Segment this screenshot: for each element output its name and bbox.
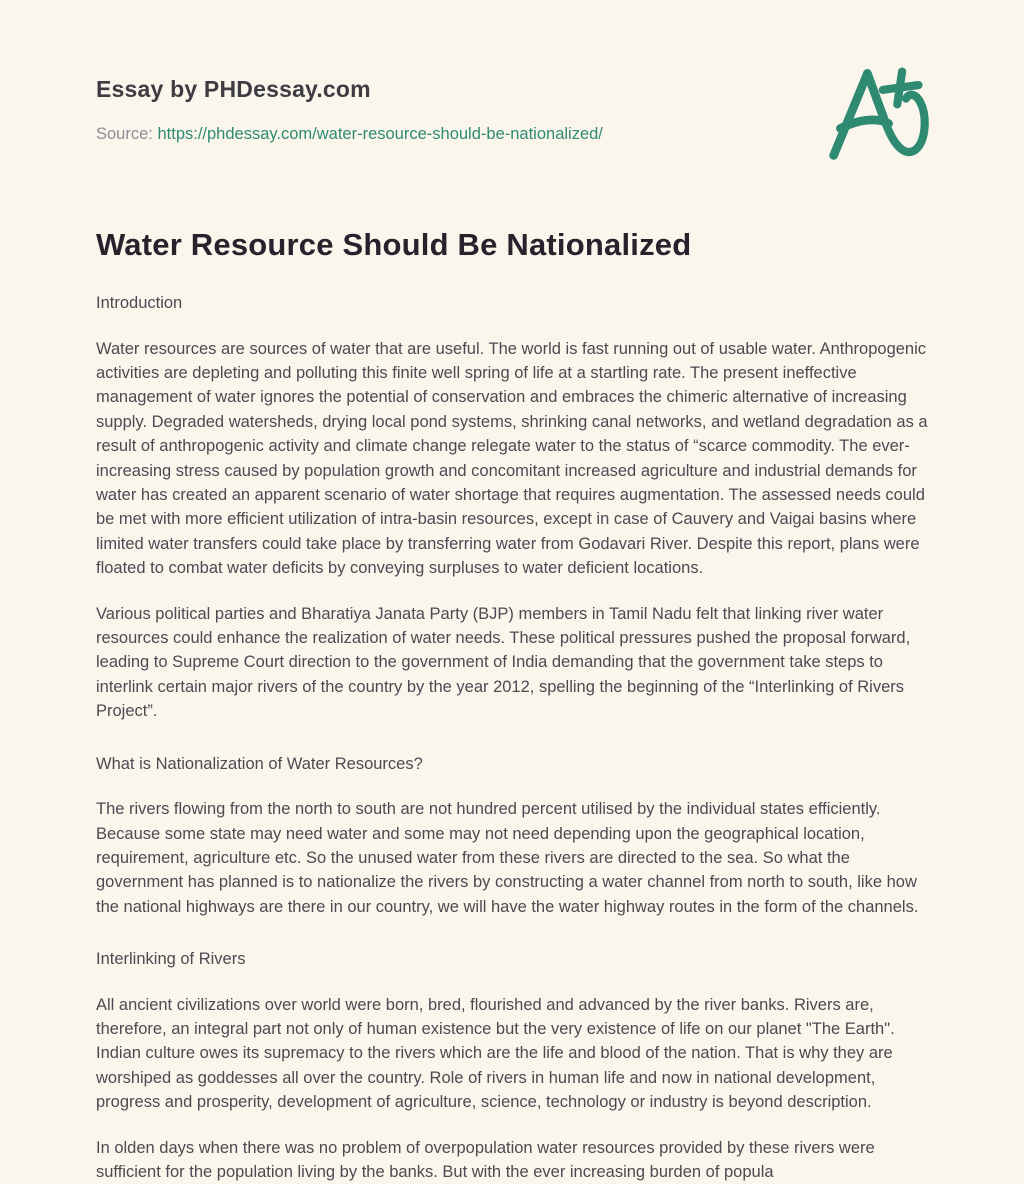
- paragraph: The rivers flowing from the north to south are not hundred percent utilised by the individual states efficiently. Because some state may need water and some may not need depending upon the geographical location, requirement, agriculture etc. So the unused water from these rivers are directed to the sea. So what the government has planned is to nationalize the rivers by constructing a water channel from north to south, like how the national highways are there in our country, we will have the water highway routes in the form of the channels.: [96, 800, 919, 916]
- essay-byline: Essay by PHDessay.com: [96, 76, 371, 102]
- paragraph: In olden days when there was no problem of overpopulation water resources provided by these rivers were sufficient for the population living by the banks. But with the ever increasing burden of popula: [96, 1138, 875, 1181]
- source-label: Source:: [96, 125, 153, 143]
- section-heading-introduction: Introduction: [96, 294, 183, 313]
- a-plus-logo-icon: [824, 153, 932, 170]
- essay-title: Water Resource Should Be Nationalized: [96, 227, 692, 262]
- paragraph: Various political parties and Bharatiya Janata Party (BJP) members in Tamil Nadu felt that linking river water resources could enhance the realization of water needs. These political pressures pushed the proposal forward, leading to Supreme Court direction to the government of India demanding that the government take steps to interlink certain major rivers of the country by the year 2012, spelling the beginning of the “Interlinking of Rivers Project”.: [96, 604, 911, 721]
- section-heading-interlinking-of-rivers: Interlinking of Rivers: [96, 950, 246, 969]
- section-heading-what-is-nationalization: What is Nationalization of Water Resources?: [96, 754, 423, 773]
- page-header: [96, 76, 928, 144]
- phdessay-logo: [824, 60, 932, 166]
- essay-body: [96, 226, 928, 1184]
- paragraph: All ancient civilizations over world were born, bred, flourished and advanced by the river banks. Rivers are, therefore, an integral part not only of human existence but the very existence of life on our planet "The Earth". Indian culture owes its supremacy to the rivers which are the life and blood of the nation. That is why they are worshiped as goddesses all over the country. Role of rivers in human life and now in national development, progress and prosperity, development of agriculture, science, technology or industry is beyond description.: [96, 995, 895, 1112]
- source-link[interactable]: https://phdessay.com/water-resource-should-be-nationalized/: [157, 125, 603, 143]
- paragraph: Water resources are sources of water that are useful. The world is fast running out of usable water. Anthropogenic activities are depleting and polluting this finite well spring of life at a startling rate. The present ineffective management of water ignores the potential of conservation and embraces the chimeric alternative of increasing supply. Degraded watersheds, drying local pond systems, shrinking canal networks, and wetland degradation as a result of anthropogenic activity and climate change relegate water to the status of “scarce commodity. The ever-increasing stress caused by population growth and concomitant increased agriculture and industrial demands for water has created an apparent scenario of water shortage that requires augmentation. The assessed needs could be met with more efficient utilization of intra-basin resources, except in case of Cauvery and Vaigai basins where limited water transfers could take place by transferring water from Godavari River. Despite this report, plans were floated to combat water deficits by conveying surpluses to water deficient locations.: [96, 339, 928, 578]
- source-line: [96, 125, 928, 144]
